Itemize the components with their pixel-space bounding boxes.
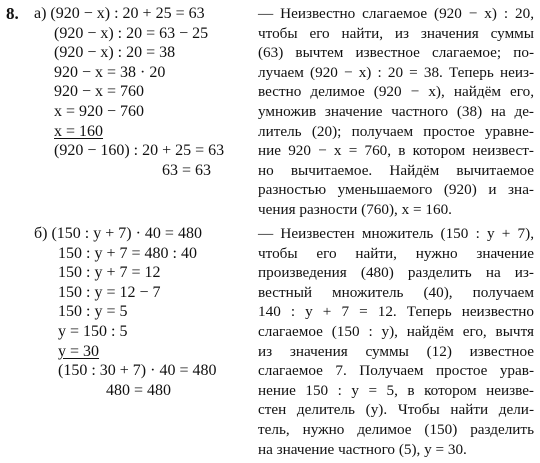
part-a-answer: x = 160 [54,122,104,140]
part-a-explanation-line: разностью уменьшаемого (920) и зна- [258,181,534,199]
part-a-explanation-line: (63) вычтем известное слагаемое; по- [258,44,534,62]
part-b-check-result: 480 = 480 [106,381,172,399]
part-b-explanation-line: — Неизвестен множитель (150 : y + 7), [258,225,534,242]
part-a-solution [34,4,244,180]
part-b-explanation-line: вестный множитель (40), получаем [258,283,534,301]
part-b-answer: y = 30 [58,342,100,360]
part-b-explanation-line: чтобы его найти, нужно значение [258,244,534,262]
part-b-equation-line: 150 : y = 5 [58,303,128,321]
part-b-equation-line: б) (150 : y + 7) · 40 = 480 [34,225,202,242]
part-b-explanation-line: тель, нужно делимое (150) разделить [258,420,534,438]
part-b-check-line: (150 : 30 + 7) · 40 = 480 [58,362,217,380]
part-a-explanation-line: чения разности (760), x = 160. [258,200,452,218]
part-b-solution [34,224,244,400]
part-b-explanation-line: 140 : y + 7 = 12. Теперь неизвестно [258,303,534,321]
problem-number: 8. [6,4,19,23]
part-b-equation-line: 150 : y + 7 = 12 [58,264,161,282]
part-b-explanation [258,224,534,459]
part-a-check-line: (920 − 160) : 20 + 25 = 63 [54,142,225,160]
part-b-equation-line: 150 : y = 12 − 7 [58,283,161,301]
part-a-equation-line: 920 − x = 760 [54,83,145,101]
part-b-explanation-line: слагаемое 7. Получаем простое урав- [258,362,534,380]
part-b-explanation-line: на значение частного (5), y = 30. [258,440,467,458]
part-b-explanation-line: произведения (480) разделить на из- [258,264,534,282]
part-a-explanation-line: но вычитаемое. Найдём вычитаемое [258,161,534,179]
part-a-explanation-line: литель (20); получаем простое уравне- [258,122,534,140]
part-a-explanation-line: — Неизвестно слагаемое (920 − x) : 20, [258,5,534,22]
part-a-explanation [258,4,534,220]
part-b-equation-line: y = 150 : 5 [58,322,128,340]
part-b-explanation-line: из значения суммы (12) известное [258,342,534,360]
part-a-equation-line: x = 920 − 760 [54,102,145,120]
part-b-equation-line: 150 : y + 7 = 480 : 40 [58,244,197,262]
part-a-explanation-line: вестно делимое (920 − x), найдём его, [258,83,534,101]
part-a-explanation-line: лучаем (920 − x) : 20 = 38. Теперь неиз- [258,63,534,81]
part-b-explanation-line: стен делитель (y). Чтобы найти дели- [258,401,534,419]
part-a-answer-line [34,122,244,142]
part-a-explanation-line: ние 920 − x = 760, в котором неизвест- [258,142,534,160]
part-b-answer-line [34,342,244,362]
part-a-equation-line: а) (920 − x) : 20 + 25 = 63 [34,5,205,22]
part-a-explanation-line: умножив значение частного (38) на де- [258,102,534,120]
part-a-check-result: 63 = 63 [162,161,212,179]
part-b-explanation-line: слагаемое (150 : y), найдём его, вычтя [258,322,534,340]
part-a-equation-line: 920 − x = 38 · 20 [54,63,166,81]
part-a-explanation-line: чтобы его найти, из значения суммы [258,24,534,42]
part-b-explanation-line: нение 150 : y = 5, в котором неизве- [258,381,534,399]
part-a-equation-line: (920 − x) : 20 = 63 − 25 [54,24,209,42]
part-a-equation-line: (920 − x) : 20 = 38 [54,44,176,62]
